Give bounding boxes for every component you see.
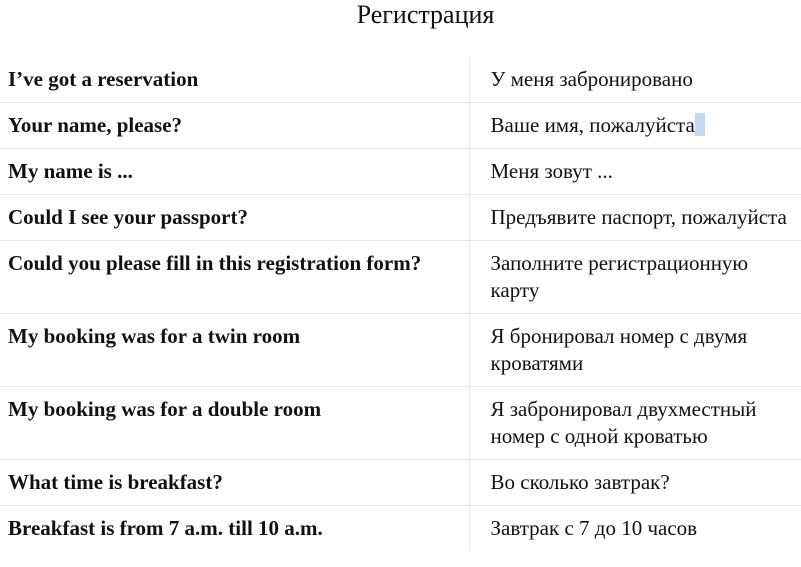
text-selection-highlight	[695, 113, 705, 136]
russian-phrase: Заполните регистрационную карту	[469, 241, 801, 314]
russian-phrase	[469, 103, 801, 149]
english-phrase: My booking was for a twin room	[0, 314, 469, 387]
page-title: Регистрация	[356, 0, 495, 29]
table-row	[0, 149, 801, 195]
russian-phrase: Я забронировал двухместный номер с одной кроватью	[469, 387, 801, 460]
russian-phrase: Меня зовут ...	[469, 149, 801, 195]
english-phrase: My name is ...	[0, 149, 469, 195]
russian-phrase: Во сколько завтрак?	[469, 460, 801, 506]
table-row	[0, 103, 801, 149]
table-row	[0, 57, 801, 103]
table-row	[0, 195, 801, 241]
phrase-table	[0, 57, 801, 551]
english-phrase: Breakfast is from 7 a.m. till 10 a.m.	[0, 506, 469, 552]
english-phrase: My booking was for a double room	[0, 387, 469, 460]
russian-phrase-text: Ваше имя, пожалуйста	[490, 113, 695, 137]
russian-phrase: Завтрак с 7 до 10 часов	[469, 506, 801, 552]
table-row	[0, 506, 801, 552]
table-row	[0, 314, 801, 387]
english-phrase: Could I see your passport?	[0, 195, 469, 241]
russian-phrase: Я бронировал номер с двумя кроватями	[469, 314, 801, 387]
english-phrase: Could you please fill in this registration form?	[0, 241, 469, 314]
table-row	[0, 460, 801, 506]
russian-phrase: У меня забронировано	[490, 67, 693, 91]
table-row	[0, 241, 801, 314]
table-row	[0, 387, 801, 460]
english-phrase: What time is breakfast?	[0, 460, 469, 506]
english-phrase: I’ve got a reservation	[0, 57, 469, 103]
russian-phrase: Предъявите паспорт, пожалуйста	[469, 195, 801, 241]
english-phrase: Your name, please?	[0, 103, 469, 149]
